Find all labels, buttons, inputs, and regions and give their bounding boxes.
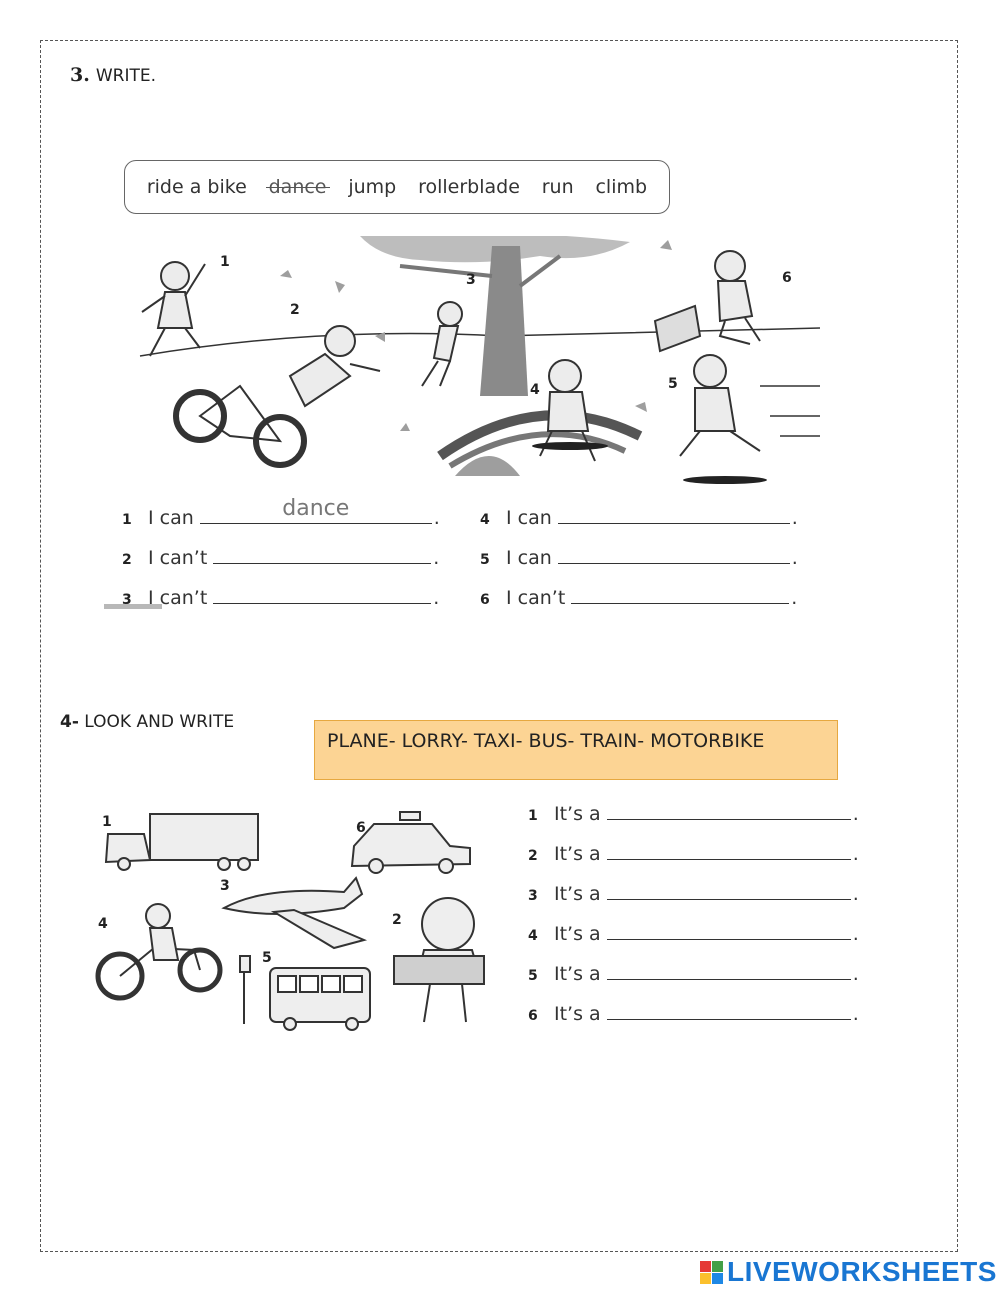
picture-label: 5 (262, 950, 272, 966)
answer-field[interactable] (607, 922, 851, 940)
picture-label: 1 (220, 254, 230, 270)
answer-text: dance (282, 496, 350, 521)
motorbike-picture (98, 904, 220, 998)
answer-field[interactable] (571, 586, 789, 604)
bus-picture (240, 956, 370, 1030)
sentence-row: 6 It’s a . (528, 1003, 859, 1025)
sentence-row: 3 It’s a . (528, 883, 859, 905)
answer-field[interactable] (607, 882, 851, 900)
picture-label: 2 (290, 302, 300, 318)
word-bank-item: run (541, 176, 574, 198)
park-activities-illustration (120, 236, 824, 490)
answer-field[interactable] (607, 842, 851, 860)
child-running (680, 355, 820, 484)
word-bank-item: jump (348, 176, 397, 198)
picture-label: 6 (782, 270, 792, 286)
word-bank-item: ride a bike (146, 176, 247, 198)
word-bank-item: rollerblade (418, 176, 520, 198)
child-jumping (532, 360, 608, 461)
liveworksheets-logo (700, 1256, 997, 1288)
word-bank (124, 160, 670, 214)
vocabulary-box: PLANE- LORRY- TAXI- BUS- TRAIN- MOTORBIKE (314, 720, 838, 780)
answer-field[interactable] (607, 962, 851, 980)
answer-field[interactable] (607, 1002, 851, 1020)
sentence-row: 4 I can . (480, 507, 798, 529)
plane-picture (224, 878, 364, 948)
picture-label: 3 (466, 272, 476, 288)
answer-field[interactable] (607, 802, 851, 820)
sentence-row: 2 It’s a . (528, 843, 859, 865)
answer-field[interactable] (558, 506, 790, 524)
sentence-row: 1 It’s a . (528, 803, 859, 825)
boy-with-train-picture (394, 898, 484, 1022)
answer-field[interactable] (213, 546, 431, 564)
exercise-3-number: 3. (70, 64, 90, 86)
word-bank-item: climb (595, 176, 648, 198)
word-bank-item-used: dance (268, 176, 327, 198)
sentence-row: 3 I can’t . (122, 587, 440, 609)
exercise-4-number: 4- (60, 712, 79, 732)
exercise-4-title (60, 712, 234, 732)
sentence-row: 5 I can . (480, 547, 798, 569)
logo-blocks-icon (700, 1261, 723, 1284)
sentence-row: 5 It’s a . (528, 963, 859, 985)
sentence-row: 6 I can’t . (480, 587, 798, 609)
sentence-row: 2 I can’t . (122, 547, 440, 569)
brand-name: LIVEWORKSHEETS (727, 1256, 997, 1287)
taxi-picture (352, 812, 470, 873)
lorry-picture (106, 814, 258, 870)
exercise-3-heading: WRITE. (95, 66, 157, 86)
sentence-row: 4 It’s a . (528, 923, 859, 945)
answer-field[interactable] (558, 546, 790, 564)
child-climbing (422, 302, 462, 386)
picture-label: 1 (102, 814, 112, 830)
picture-label: 4 (530, 382, 540, 398)
exercise-4-heading: LOOK AND WRITE (84, 712, 235, 732)
picture-label: 6 (356, 820, 366, 836)
answer-field[interactable] (213, 586, 431, 604)
sentence-row: 1 I can dance . (122, 496, 440, 529)
worksheet-border (40, 40, 958, 1252)
child-dancing (142, 262, 205, 356)
vehicles-illustration (94, 800, 494, 1036)
exercise-3-title (70, 64, 156, 86)
picture-label: 4 (98, 916, 108, 932)
picture-label: 2 (392, 912, 402, 928)
picture-label: 3 (220, 878, 230, 894)
picture-label: 5 (668, 376, 678, 392)
child-rollerblading (655, 251, 760, 351)
